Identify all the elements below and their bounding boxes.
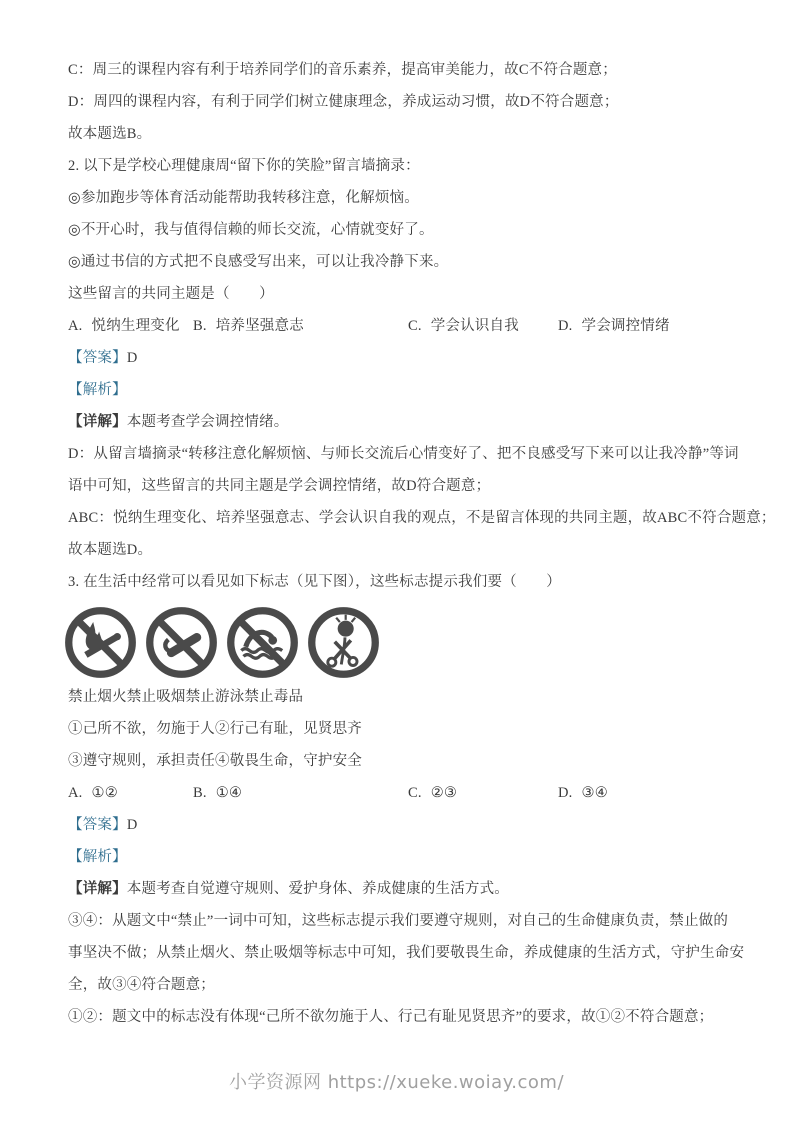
q3-option-a-label: A.	[68, 785, 83, 801]
q2-option-b	[193, 318, 408, 334]
q2-message-wall-item: ◎参加跑步等体育活动能帮助我转移注意，化解烦恼。	[68, 190, 419, 206]
q3-detail-line: ①②：题文中的标志没有体现“己所不欲勿施于人、行己有耻见贤思齐”的要求，故①②不符合题意；	[68, 1009, 714, 1025]
q1-conclusion: 故本题选B。	[68, 126, 152, 142]
q2-conclusion: 故本题选D。	[68, 542, 153, 558]
q3-answer-line	[68, 817, 728, 833]
q2-detail-intro: 本题考查学会调控情绪。	[126, 414, 289, 430]
q2-detail-intro-line	[68, 414, 728, 430]
q2-message-wall-item: ◎不开心时，我与值得信赖的师长交流，心情就变好了。	[68, 222, 434, 238]
q3-detail-label: 【详解】	[68, 881, 127, 897]
q2-option-b-label: B.	[193, 318, 207, 334]
q2-detail-line: 语中可知，这些留言的共同主题是学会调控情绪，故D符合题意；	[68, 478, 491, 494]
q3-detail-line: ③④：从题文中“禁止”一词中可知，这些标志提示我们要遵守规则，对自己的生命健康负责，禁止做的	[68, 913, 729, 929]
q2-answer-value: D	[126, 350, 138, 366]
q3-answer-value: D	[126, 817, 138, 833]
q3-option-b-label: B.	[193, 785, 207, 801]
q3-detail-line: 事坚决不做；从禁止烟火、禁止吸烟等标志中可知，我们要敬畏生命，养成健康的生活方式，守护生命安	[68, 945, 745, 961]
q3-option-d	[558, 785, 608, 801]
q2-detail-line: D：从留言墙摘录“转移注意化解烦恼、与师长交流后心情变好了、把不良感受写下来可以让我冷静”等词	[68, 446, 739, 462]
q3-option-d-text: ③④	[581, 785, 608, 801]
q3-option-b	[193, 785, 408, 801]
no-open-flame-icon	[64, 606, 137, 679]
footer-site-text: 小学资源网 https://xueke.woiay.com/	[228, 1072, 565, 1093]
q2-option-d	[558, 318, 670, 334]
q3-detail-line: 全，故③④符合题意；	[68, 977, 215, 993]
q3-option-c-text: ②③	[430, 785, 458, 801]
q2-option-a	[68, 318, 193, 334]
q2-option-a-text: 悦纳生理变化	[91, 318, 180, 334]
q3-option-a-text: ①②	[91, 785, 118, 801]
no-swimming-icon	[226, 606, 299, 679]
q2-answer-line	[68, 350, 728, 366]
q2-message-wall-item: ◎通过书信的方式把不良感受写出来，可以让我冷静下来。	[68, 254, 449, 270]
q1-analysis-line-d: D：周四的课程内容，有利于同学们树立健康理念，养成运动习惯，故D不符合题意；	[68, 94, 619, 110]
q3-option-c-label: C.	[408, 785, 422, 801]
q3-option-d-label: D.	[558, 785, 573, 801]
q2-option-b-text: 培养坚强意志	[215, 318, 304, 334]
q3-option-a	[68, 785, 193, 801]
q3-stem: 3. 在生活中经常可以看见如下标志（见下图），这些标志提示我们要（ ）	[68, 574, 561, 590]
q3-analysis-label: 【解析】	[68, 849, 127, 865]
q3-answer-label: 【答案】	[68, 817, 127, 833]
page-content	[68, 62, 776, 1041]
q2-option-c-text: 学会认识自我	[430, 318, 519, 334]
q2-option-c	[408, 318, 558, 334]
q3-option-b-text: ①④	[215, 785, 243, 801]
q2-option-c-label: C.	[408, 318, 422, 334]
q3-option-c	[408, 785, 558, 801]
q2-stem: 2. 以下是学校心理健康周“留下你的笑脸”留言墙摘录：	[68, 158, 420, 174]
q3-signs-caption: 禁止烟火禁止吸烟禁止游泳禁止毒品	[68, 689, 304, 705]
q2-detail-label: 【详解】	[68, 414, 127, 430]
q3-items-line: ①己所不欲，勿施于人②行己有耻，见贤思齐	[68, 721, 362, 737]
q2-option-d-text: 学会调控情绪	[581, 318, 670, 334]
prohibition-signs-row	[64, 606, 728, 679]
q2-analysis-label: 【解析】	[68, 382, 127, 398]
q2-detail-line: ABC：悦纳生理变化、培养坚强意志、学会认识自我的观点，不是留言体现的共同主题，故ABC不符合题意；	[68, 510, 776, 526]
q2-analysis-line	[68, 382, 728, 398]
q3-detail-intro-line	[68, 881, 728, 897]
q3-items-line: ③遵守规则，承担责任④敬畏生命，守护安全	[68, 753, 362, 769]
no-drugs-icon	[307, 606, 380, 679]
q3-analysis-line	[68, 849, 728, 865]
q2-option-a-label: A.	[68, 318, 83, 334]
q2-option-d-label: D.	[558, 318, 573, 334]
q2-answer-label: 【答案】	[68, 350, 127, 366]
footer-watermark	[0, 1068, 793, 1094]
q3-options-row	[68, 785, 728, 801]
q2-options-row	[68, 318, 728, 334]
q2-question-line: 这些留言的共同主题是（ ）	[68, 286, 274, 302]
q1-analysis-line-c: C：周三的课程内容有利于培养同学们的音乐素养，提高审美能力，故C不符合题意；	[68, 62, 617, 78]
q3-detail-intro: 本题考查自觉遵守规则、爱护身体、养成健康的生活方式。	[126, 881, 510, 897]
no-smoking-icon	[145, 606, 218, 679]
